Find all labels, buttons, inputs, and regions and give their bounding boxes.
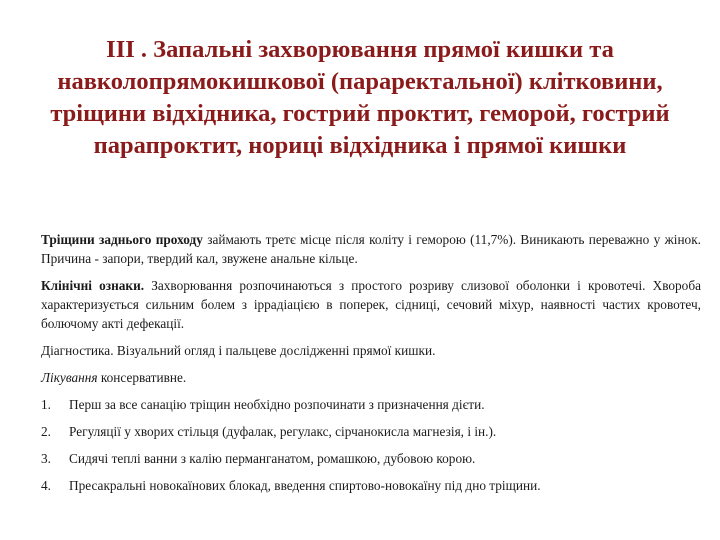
list-item [41,476,701,495]
list-item-number: 4. [41,478,51,493]
paragraph-clinical-signs-text: Захворювання розпочинаються з простого розриву слизової оболонки і кровотечі. Хвороба характеризується сильним болем з іррадіацією в поперек, сідниці, сечовий міхур, наявності частих кровотеч, болючому акті дефекації. [41,278,701,331]
list-item-text: Пресакральні новокаїнових блокад, введення спиртово-новокаїну під дно тріщини. [69,478,541,493]
list-item-text: Регуляції у хворих стільця (дуфалак, регулакс, сірчанокисла магнезія, і ін.). [69,424,497,439]
list-item [41,395,701,414]
paragraph-diagnostics: Діагностика. Візуальний огляд і пальцеве дослідженні прямої кишки. [41,343,436,358]
treatment-list [41,395,701,495]
list-item-text: Сидячі теплі ванни з калію перманганатом, ромашкою, дубовою корою. [69,451,476,466]
paragraph-fissures-lead: Тріщини заднього проходу [41,232,203,247]
paragraph-treatment [41,368,701,387]
paragraph-treatment-lead: Лікування [41,370,98,385]
paragraph-fissures [41,230,701,268]
list-item-text: Перш за все санацію тріщин необхідно розпочинати з призначення дієти. [69,397,485,412]
list-item [41,449,701,468]
list-item-number: 3. [41,451,51,466]
list-item-number: 1. [41,397,51,412]
paragraph-clinical-signs-lead: Клінічні ознаки. [41,278,145,293]
list-item-number: 2. [41,424,51,439]
slide-body [41,230,701,503]
paragraph-clinical-signs [41,276,701,333]
paragraph-fissures-text: займають третє місце після коліту і геморою (11,7%). Виникають переважно у жінок. Причина - запори, твердий кал, звужене анальне кільце. [41,232,701,266]
paragraph-treatment-text: консервативне. [97,370,187,385]
slide-title: III . Запальні захворювання прямої кишки та навколопрямокишкової (параректальної) клітковини, тріщини відхідника, гострий проктит, геморой, гострий парапроктит, нориці відхідника і прямої кишки [50,36,670,159]
list-item [41,422,701,441]
